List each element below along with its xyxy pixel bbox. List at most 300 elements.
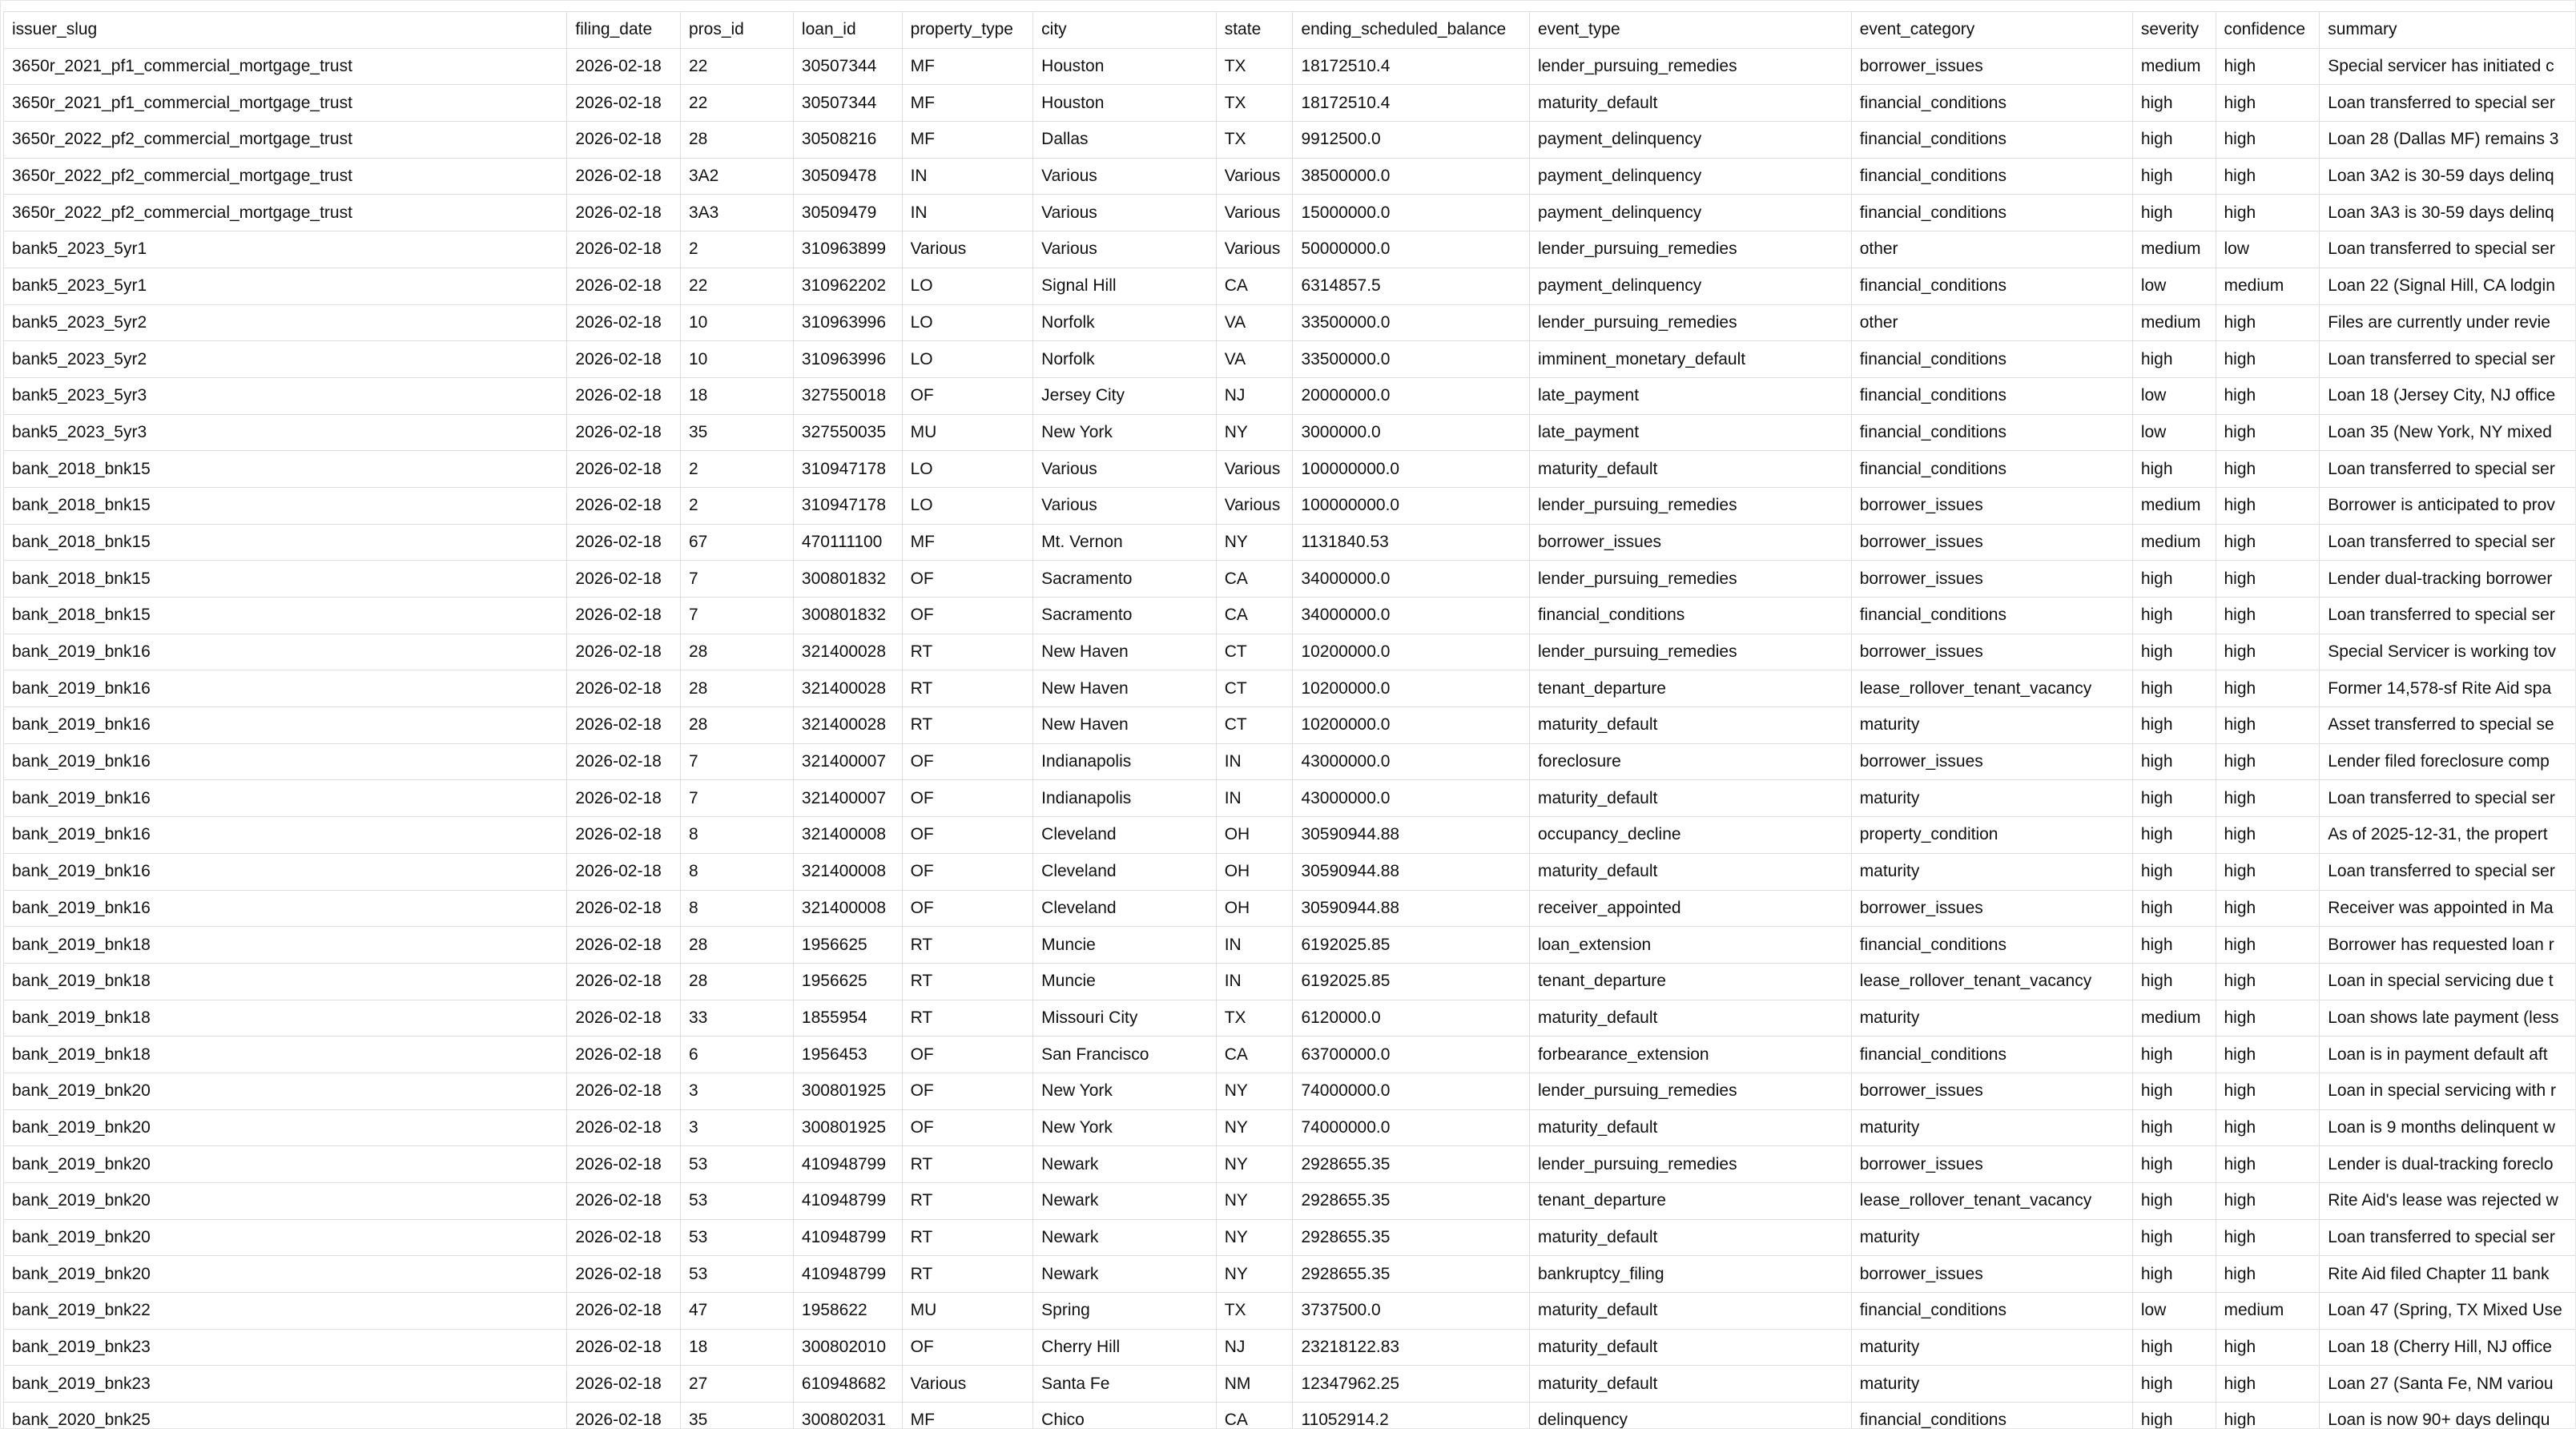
cell-event-category[interactable]: financial_conditions	[1851, 1037, 2132, 1073]
cell-event-category[interactable]: lease_rollover_tenant_vacancy	[1851, 963, 2132, 1000]
cell-event-type[interactable]: lender_pursuing_remedies	[1529, 48, 1851, 85]
cell-confidence[interactable]: high	[2216, 634, 2320, 670]
cell-state[interactable]: NY	[1216, 1219, 1293, 1256]
cell-severity[interactable]: high	[2132, 598, 2216, 634]
cell-issuer-slug[interactable]: bank_2019_bnk20	[4, 1219, 567, 1256]
cell-state[interactable]: Various	[1216, 195, 1293, 231]
cell-property-type[interactable]: RT	[902, 1256, 1033, 1293]
cell-ending-scheduled-balance[interactable]: 38500000.0	[1293, 158, 1530, 195]
cell-pros-id[interactable]: 35	[680, 414, 793, 451]
column-header-property-type[interactable]: property_type	[902, 12, 1033, 49]
cell-event-type[interactable]: lender_pursuing_remedies	[1529, 1073, 1851, 1109]
cell-confidence[interactable]: high	[2216, 1000, 2320, 1037]
table-row[interactable]	[4, 853, 2576, 890]
cell-state[interactable]: CT	[1216, 707, 1293, 744]
table-row[interactable]	[4, 1219, 2576, 1256]
cell-event-category[interactable]: borrower_issues	[1851, 561, 2132, 598]
cell-property-type[interactable]: RT	[902, 1000, 1033, 1037]
cell-pros-id[interactable]: 7	[680, 561, 793, 598]
cell-severity[interactable]: high	[2132, 634, 2216, 670]
cell-pros-id[interactable]: 2	[680, 451, 793, 488]
cell-ending-scheduled-balance[interactable]: 30590944.88	[1293, 853, 1530, 890]
cell-filing-date[interactable]: 2026-02-18	[567, 1219, 681, 1256]
cell-confidence[interactable]: high	[2216, 414, 2320, 451]
cell-severity[interactable]: high	[2132, 195, 2216, 231]
cell-filing-date[interactable]: 2026-02-18	[567, 890, 681, 927]
cell-event-category[interactable]: maturity	[1851, 853, 2132, 890]
cell-ending-scheduled-balance[interactable]: 63700000.0	[1293, 1037, 1530, 1073]
cell-issuer-slug[interactable]: bank_2019_bnk20	[4, 1183, 567, 1220]
cell-property-type[interactable]: Various	[902, 231, 1033, 268]
cell-loan-id[interactable]: 310962202	[793, 268, 902, 304]
cell-event-category[interactable]: other	[1851, 304, 2132, 341]
cell-issuer-slug[interactable]: bank_2019_bnk18	[4, 963, 567, 1000]
cell-event-category[interactable]: financial_conditions	[1851, 158, 2132, 195]
cell-event-category[interactable]: borrower_issues	[1851, 634, 2132, 670]
cell-confidence[interactable]: high	[2216, 1366, 2320, 1403]
cell-state[interactable]: NY	[1216, 1073, 1293, 1109]
cell-issuer-slug[interactable]: bank_2019_bnk16	[4, 743, 567, 780]
cell-ending-scheduled-balance[interactable]: 34000000.0	[1293, 561, 1530, 598]
cell-confidence[interactable]: high	[2216, 195, 2320, 231]
cell-summary[interactable]: Special servicer has initiated c	[2320, 48, 2576, 85]
cell-property-type[interactable]: RT	[902, 670, 1033, 707]
cell-pros-id[interactable]: 3	[680, 1109, 793, 1146]
cell-filing-date[interactable]: 2026-02-18	[567, 1329, 681, 1366]
cell-summary[interactable]: Lender dual-tracking borrower	[2320, 561, 2576, 598]
cell-event-category[interactable]: borrower_issues	[1851, 1146, 2132, 1183]
cell-state[interactable]: NJ	[1216, 1329, 1293, 1366]
cell-ending-scheduled-balance[interactable]: 33500000.0	[1293, 304, 1530, 341]
cell-ending-scheduled-balance[interactable]: 2928655.35	[1293, 1219, 1530, 1256]
cell-property-type[interactable]: OF	[902, 853, 1033, 890]
cell-pros-id[interactable]: 8	[680, 890, 793, 927]
cell-confidence[interactable]: high	[2216, 341, 2320, 378]
cell-property-type[interactable]: MU	[902, 414, 1033, 451]
cell-event-type[interactable]: maturity_default	[1529, 1219, 1851, 1256]
cell-summary[interactable]: Loan shows late payment (less	[2320, 1000, 2576, 1037]
cell-filing-date[interactable]: 2026-02-18	[567, 817, 681, 854]
column-header-issuer-slug[interactable]: issuer_slug	[4, 12, 567, 49]
cell-event-type[interactable]: maturity_default	[1529, 85, 1851, 122]
cell-issuer-slug[interactable]: 3650r_2022_pf2_commercial_mortgage_trust	[4, 195, 567, 231]
cell-loan-id[interactable]: 410948799	[793, 1256, 902, 1293]
cell-city[interactable]: Various	[1033, 487, 1217, 524]
cell-state[interactable]: TX	[1216, 1293, 1293, 1330]
cell-severity[interactable]: low	[2132, 414, 2216, 451]
cell-loan-id[interactable]: 321400008	[793, 817, 902, 854]
cell-state[interactable]: TX	[1216, 85, 1293, 122]
cell-severity[interactable]: high	[2132, 1146, 2216, 1183]
cell-pros-id[interactable]: 28	[680, 707, 793, 744]
cell-severity[interactable]: high	[2132, 1256, 2216, 1293]
cell-confidence[interactable]: high	[2216, 1329, 2320, 1366]
cell-severity[interactable]: high	[2132, 1329, 2216, 1366]
cell-pros-id[interactable]: 7	[680, 780, 793, 817]
cell-city[interactable]: Cherry Hill	[1033, 1329, 1217, 1366]
cell-ending-scheduled-balance[interactable]: 74000000.0	[1293, 1073, 1530, 1109]
cell-confidence[interactable]: high	[2216, 707, 2320, 744]
cell-issuer-slug[interactable]: bank_2019_bnk16	[4, 670, 567, 707]
cell-ending-scheduled-balance[interactable]: 2928655.35	[1293, 1146, 1530, 1183]
cell-event-category[interactable]: financial_conditions	[1851, 1293, 2132, 1330]
cell-ending-scheduled-balance[interactable]: 6192025.85	[1293, 927, 1530, 964]
cell-issuer-slug[interactable]: bank_2019_bnk18	[4, 1000, 567, 1037]
cell-loan-id[interactable]: 321400008	[793, 890, 902, 927]
cell-ending-scheduled-balance[interactable]: 2928655.35	[1293, 1183, 1530, 1220]
cell-loan-id[interactable]: 300801832	[793, 561, 902, 598]
cell-summary[interactable]: Loan transferred to special ser	[2320, 1219, 2576, 1256]
cell-confidence[interactable]: high	[2216, 780, 2320, 817]
cell-event-type[interactable]: tenant_departure	[1529, 963, 1851, 1000]
cell-city[interactable]: Cleveland	[1033, 853, 1217, 890]
cell-confidence[interactable]: high	[2216, 890, 2320, 927]
cell-ending-scheduled-balance[interactable]: 74000000.0	[1293, 1109, 1530, 1146]
cell-severity[interactable]: high	[2132, 670, 2216, 707]
cell-state[interactable]: IN	[1216, 963, 1293, 1000]
cell-loan-id[interactable]: 310947178	[793, 487, 902, 524]
cell-summary[interactable]: Loan is 9 months delinquent w	[2320, 1109, 2576, 1146]
cell-issuer-slug[interactable]: bank_2019_bnk16	[4, 780, 567, 817]
cell-summary[interactable]: Lender is dual-tracking foreclo	[2320, 1146, 2576, 1183]
table-row[interactable]	[4, 561, 2576, 598]
table-row[interactable]	[4, 341, 2576, 378]
cell-issuer-slug[interactable]: bank_2018_bnk15	[4, 524, 567, 561]
cell-summary[interactable]: Rite Aid filed Chapter 11 bank	[2320, 1256, 2576, 1293]
cell-event-type[interactable]: late_payment	[1529, 377, 1851, 414]
table-row[interactable]	[4, 598, 2576, 634]
cell-pros-id[interactable]: 33	[680, 1000, 793, 1037]
cell-filing-date[interactable]: 2026-02-18	[567, 377, 681, 414]
cell-issuer-slug[interactable]: bank_2018_bnk15	[4, 451, 567, 488]
cell-confidence[interactable]: medium	[2216, 1293, 2320, 1330]
cell-confidence[interactable]: high	[2216, 1256, 2320, 1293]
cell-severity[interactable]: medium	[2132, 1000, 2216, 1037]
cell-filing-date[interactable]: 2026-02-18	[567, 195, 681, 231]
table-row[interactable]	[4, 304, 2576, 341]
cell-state[interactable]: NY	[1216, 1183, 1293, 1220]
cell-pros-id[interactable]: 53	[680, 1219, 793, 1256]
cell-confidence[interactable]: high	[2216, 1146, 2320, 1183]
cell-filing-date[interactable]: 2026-02-18	[567, 85, 681, 122]
cell-loan-id[interactable]: 310963899	[793, 231, 902, 268]
cell-pros-id[interactable]: 7	[680, 598, 793, 634]
cell-severity[interactable]: medium	[2132, 231, 2216, 268]
table-row[interactable]	[4, 963, 2576, 1000]
cell-event-type[interactable]: imminent_monetary_default	[1529, 341, 1851, 378]
cell-filing-date[interactable]: 2026-02-18	[567, 927, 681, 964]
cell-filing-date[interactable]: 2026-02-18	[567, 1146, 681, 1183]
cell-city[interactable]: Various	[1033, 451, 1217, 488]
cell-state[interactable]: IN	[1216, 927, 1293, 964]
cell-severity[interactable]: high	[2132, 1037, 2216, 1073]
cell-city[interactable]: Indianapolis	[1033, 780, 1217, 817]
cell-city[interactable]: Various	[1033, 158, 1217, 195]
cell-issuer-slug[interactable]: bank_2019_bnk23	[4, 1366, 567, 1403]
cell-pros-id[interactable]: 28	[680, 963, 793, 1000]
cell-state[interactable]: NY	[1216, 1146, 1293, 1183]
cell-ending-scheduled-balance[interactable]: 100000000.0	[1293, 451, 1530, 488]
cell-event-type[interactable]: forbearance_extension	[1529, 1037, 1851, 1073]
cell-city[interactable]: Muncie	[1033, 963, 1217, 1000]
column-header-summary[interactable]: summary	[2320, 12, 2576, 49]
cell-city[interactable]: Dallas	[1033, 122, 1217, 159]
cell-summary[interactable]: Loan 28 (Dallas MF) remains 3	[2320, 122, 2576, 159]
cell-summary[interactable]: Loan transferred to special ser	[2320, 853, 2576, 890]
cell-severity[interactable]: high	[2132, 341, 2216, 378]
cell-filing-date[interactable]: 2026-02-18	[567, 487, 681, 524]
cell-summary[interactable]: Loan transferred to special ser	[2320, 451, 2576, 488]
cell-summary[interactable]: Loan 18 (Jersey City, NJ office	[2320, 377, 2576, 414]
cell-property-type[interactable]: RT	[902, 927, 1033, 964]
cell-pros-id[interactable]: 53	[680, 1183, 793, 1220]
cell-event-category[interactable]: lease_rollover_tenant_vacancy	[1851, 670, 2132, 707]
cell-ending-scheduled-balance[interactable]: 33500000.0	[1293, 341, 1530, 378]
cell-summary[interactable]: Loan is now 90+ days delinqu	[2320, 1403, 2576, 1429]
cell-filing-date[interactable]: 2026-02-18	[567, 1366, 681, 1403]
table-row[interactable]	[4, 377, 2576, 414]
cell-event-type[interactable]: lender_pursuing_remedies	[1529, 231, 1851, 268]
cell-loan-id[interactable]: 300802010	[793, 1329, 902, 1366]
cell-confidence[interactable]: high	[2216, 1219, 2320, 1256]
cell-loan-id[interactable]: 321400007	[793, 743, 902, 780]
cell-ending-scheduled-balance[interactable]: 15000000.0	[1293, 195, 1530, 231]
cell-event-category[interactable]: financial_conditions	[1851, 414, 2132, 451]
table-row[interactable]	[4, 231, 2576, 268]
cell-property-type[interactable]: IN	[902, 158, 1033, 195]
cell-issuer-slug[interactable]: bank_2019_bnk20	[4, 1256, 567, 1293]
cell-event-category[interactable]: borrower_issues	[1851, 1073, 2132, 1109]
cell-city[interactable]: Newark	[1033, 1219, 1217, 1256]
cell-summary[interactable]: Borrower has requested loan r	[2320, 927, 2576, 964]
cell-confidence[interactable]: high	[2216, 817, 2320, 854]
cell-event-category[interactable]: borrower_issues	[1851, 487, 2132, 524]
table-row[interactable]	[4, 414, 2576, 451]
table-row[interactable]	[4, 48, 2576, 85]
cell-loan-id[interactable]: 30509479	[793, 195, 902, 231]
cell-filing-date[interactable]: 2026-02-18	[567, 707, 681, 744]
cell-confidence[interactable]: high	[2216, 48, 2320, 85]
cell-pros-id[interactable]: 3	[680, 1073, 793, 1109]
cell-property-type[interactable]: OF	[902, 890, 1033, 927]
cell-ending-scheduled-balance[interactable]: 9912500.0	[1293, 122, 1530, 159]
cell-state[interactable]: TX	[1216, 122, 1293, 159]
cell-loan-id[interactable]: 30509478	[793, 158, 902, 195]
table-row[interactable]	[4, 670, 2576, 707]
cell-confidence[interactable]: low	[2216, 231, 2320, 268]
cell-ending-scheduled-balance[interactable]: 3000000.0	[1293, 414, 1530, 451]
table-row[interactable]	[4, 1293, 2576, 1330]
cell-property-type[interactable]: Various	[902, 1366, 1033, 1403]
cell-event-type[interactable]: foreclosure	[1529, 743, 1851, 780]
cell-filing-date[interactable]: 2026-02-18	[567, 122, 681, 159]
cell-ending-scheduled-balance[interactable]: 11052914.2	[1293, 1403, 1530, 1429]
table-row[interactable]	[4, 817, 2576, 854]
cell-ending-scheduled-balance[interactable]: 23218122.83	[1293, 1329, 1530, 1366]
cell-summary[interactable]: Loan transferred to special ser	[2320, 598, 2576, 634]
cell-loan-id[interactable]: 300801925	[793, 1073, 902, 1109]
cell-ending-scheduled-balance[interactable]: 43000000.0	[1293, 780, 1530, 817]
table-row[interactable]	[4, 743, 2576, 780]
cell-event-type[interactable]: payment_delinquency	[1529, 158, 1851, 195]
cell-confidence[interactable]: high	[2216, 1073, 2320, 1109]
cell-severity[interactable]: high	[2132, 561, 2216, 598]
cell-severity[interactable]: medium	[2132, 487, 2216, 524]
cell-city[interactable]: New Haven	[1033, 634, 1217, 670]
cell-pros-id[interactable]: 7	[680, 743, 793, 780]
cell-filing-date[interactable]: 2026-02-18	[567, 414, 681, 451]
table-row[interactable]	[4, 1146, 2576, 1183]
cell-state[interactable]: NY	[1216, 524, 1293, 561]
cell-issuer-slug[interactable]: bank5_2023_5yr3	[4, 414, 567, 451]
cell-summary[interactable]: Loan 3A2 is 30-59 days delinq	[2320, 158, 2576, 195]
column-header-ending-scheduled-balance[interactable]: ending_scheduled_balance	[1293, 12, 1530, 49]
cell-city[interactable]: Indianapolis	[1033, 743, 1217, 780]
cell-state[interactable]: Various	[1216, 451, 1293, 488]
cell-severity[interactable]: high	[2132, 963, 2216, 1000]
cell-property-type[interactable]: MF	[902, 122, 1033, 159]
cell-ending-scheduled-balance[interactable]: 6120000.0	[1293, 1000, 1530, 1037]
table-row[interactable]	[4, 524, 2576, 561]
cell-issuer-slug[interactable]: bank_2019_bnk16	[4, 707, 567, 744]
table-row[interactable]	[4, 1037, 2576, 1073]
cell-ending-scheduled-balance[interactable]: 12347962.25	[1293, 1366, 1530, 1403]
cell-state[interactable]: Various	[1216, 231, 1293, 268]
cell-severity[interactable]: high	[2132, 1403, 2216, 1429]
cell-property-type[interactable]: LO	[902, 304, 1033, 341]
cell-event-category[interactable]: financial_conditions	[1851, 377, 2132, 414]
cell-property-type[interactable]: OF	[902, 1109, 1033, 1146]
cell-event-category[interactable]: borrower_issues	[1851, 48, 2132, 85]
cell-pros-id[interactable]: 22	[680, 268, 793, 304]
cell-issuer-slug[interactable]: bank_2019_bnk20	[4, 1109, 567, 1146]
cell-confidence[interactable]: high	[2216, 377, 2320, 414]
cell-confidence[interactable]: high	[2216, 304, 2320, 341]
cell-city[interactable]: New York	[1033, 414, 1217, 451]
cell-summary[interactable]: As of 2025-12-31, the propert	[2320, 817, 2576, 854]
cell-loan-id[interactable]: 410948799	[793, 1146, 902, 1183]
column-header-city[interactable]: city	[1033, 12, 1217, 49]
cell-event-type[interactable]: financial_conditions	[1529, 598, 1851, 634]
cell-issuer-slug[interactable]: bank_2019_bnk16	[4, 853, 567, 890]
cell-pros-id[interactable]: 10	[680, 304, 793, 341]
column-header-filing-date[interactable]: filing_date	[567, 12, 681, 49]
cell-issuer-slug[interactable]: 3650r_2022_pf2_commercial_mortgage_trust	[4, 122, 567, 159]
cell-issuer-slug[interactable]: bank_2019_bnk18	[4, 927, 567, 964]
cell-city[interactable]: Houston	[1033, 48, 1217, 85]
cell-issuer-slug[interactable]: bank5_2023_5yr2	[4, 304, 567, 341]
column-header-confidence[interactable]: confidence	[2216, 12, 2320, 49]
cell-ending-scheduled-balance[interactable]: 3737500.0	[1293, 1293, 1530, 1330]
cell-event-type[interactable]: lender_pursuing_remedies	[1529, 634, 1851, 670]
cell-event-type[interactable]: loan_extension	[1529, 927, 1851, 964]
cell-loan-id[interactable]: 310963996	[793, 341, 902, 378]
cell-confidence[interactable]: high	[2216, 451, 2320, 488]
cell-pros-id[interactable]: 8	[680, 817, 793, 854]
cell-city[interactable]: New Haven	[1033, 670, 1217, 707]
cell-loan-id[interactable]: 30508216	[793, 122, 902, 159]
cell-city[interactable]: Various	[1033, 231, 1217, 268]
cell-city[interactable]: New Haven	[1033, 707, 1217, 744]
cell-ending-scheduled-balance[interactable]: 6192025.85	[1293, 963, 1530, 1000]
cell-ending-scheduled-balance[interactable]: 18172510.4	[1293, 85, 1530, 122]
cell-event-category[interactable]: borrower_issues	[1851, 524, 2132, 561]
cell-loan-id[interactable]: 1956625	[793, 927, 902, 964]
cell-property-type[interactable]: MF	[902, 1403, 1033, 1429]
cell-event-type[interactable]: maturity_default	[1529, 1109, 1851, 1146]
cell-issuer-slug[interactable]: bank_2018_bnk15	[4, 561, 567, 598]
cell-filing-date[interactable]: 2026-02-18	[567, 1183, 681, 1220]
cell-issuer-slug[interactable]: bank_2019_bnk16	[4, 817, 567, 854]
cell-state[interactable]: OH	[1216, 890, 1293, 927]
cell-event-category[interactable]: other	[1851, 231, 2132, 268]
cell-loan-id[interactable]: 410948799	[793, 1183, 902, 1220]
cell-issuer-slug[interactable]: bank5_2023_5yr2	[4, 341, 567, 378]
cell-pros-id[interactable]: 2	[680, 231, 793, 268]
cell-city[interactable]: Spring	[1033, 1293, 1217, 1330]
cell-property-type[interactable]: RT	[902, 1146, 1033, 1183]
cell-property-type[interactable]: OF	[902, 780, 1033, 817]
table-row[interactable]	[4, 1183, 2576, 1220]
cell-event-type[interactable]: maturity_default	[1529, 780, 1851, 817]
cell-event-type[interactable]: maturity_default	[1529, 707, 1851, 744]
cell-state[interactable]: CT	[1216, 634, 1293, 670]
cell-confidence[interactable]: high	[2216, 1037, 2320, 1073]
cell-city[interactable]: Norfolk	[1033, 341, 1217, 378]
table-row[interactable]	[4, 1329, 2576, 1366]
cell-summary[interactable]: Loan 22 (Signal Hill, CA lodgin	[2320, 268, 2576, 304]
cell-state[interactable]: NY	[1216, 1256, 1293, 1293]
cell-loan-id[interactable]: 321400028	[793, 670, 902, 707]
cell-state[interactable]: VA	[1216, 341, 1293, 378]
cell-summary[interactable]: Loan transferred to special ser	[2320, 524, 2576, 561]
cell-property-type[interactable]: LO	[902, 341, 1033, 378]
cell-property-type[interactable]: LO	[902, 487, 1033, 524]
cell-event-category[interactable]: maturity	[1851, 1109, 2132, 1146]
cell-event-type[interactable]: late_payment	[1529, 414, 1851, 451]
cell-filing-date[interactable]: 2026-02-18	[567, 231, 681, 268]
cell-pros-id[interactable]: 28	[680, 122, 793, 159]
cell-state[interactable]: NJ	[1216, 377, 1293, 414]
cell-issuer-slug[interactable]: bank_2018_bnk15	[4, 487, 567, 524]
cell-event-category[interactable]: financial_conditions	[1851, 122, 2132, 159]
cell-filing-date[interactable]: 2026-02-18	[567, 1293, 681, 1330]
cell-property-type[interactable]: LO	[902, 268, 1033, 304]
cell-pros-id[interactable]: 3A2	[680, 158, 793, 195]
column-header-severity[interactable]: severity	[2132, 12, 2216, 49]
cell-severity[interactable]: medium	[2132, 48, 2216, 85]
cell-issuer-slug[interactable]: 3650r_2021_pf1_commercial_mortgage_trust	[4, 48, 567, 85]
cell-summary[interactable]: Loan is in payment default aft	[2320, 1037, 2576, 1073]
cell-state[interactable]: CA	[1216, 561, 1293, 598]
cell-severity[interactable]: high	[2132, 1109, 2216, 1146]
cell-severity[interactable]: high	[2132, 1366, 2216, 1403]
cell-confidence[interactable]: high	[2216, 670, 2320, 707]
cell-summary[interactable]: Loan 27 (Santa Fe, NM variou	[2320, 1366, 2576, 1403]
cell-summary[interactable]: Loan transferred to special ser	[2320, 85, 2576, 122]
cell-city[interactable]: Cleveland	[1033, 890, 1217, 927]
cell-filing-date[interactable]: 2026-02-18	[567, 670, 681, 707]
cell-summary[interactable]: Rite Aid's lease was rejected w	[2320, 1183, 2576, 1220]
cell-ending-scheduled-balance[interactable]: 18172510.4	[1293, 48, 1530, 85]
cell-state[interactable]: OH	[1216, 817, 1293, 854]
cell-event-category[interactable]: financial_conditions	[1851, 927, 2132, 964]
cell-confidence[interactable]: medium	[2216, 268, 2320, 304]
cell-confidence[interactable]: high	[2216, 1183, 2320, 1220]
cell-event-type[interactable]: bankruptcy_filing	[1529, 1256, 1851, 1293]
column-header-state[interactable]: state	[1216, 12, 1293, 49]
cell-confidence[interactable]: high	[2216, 122, 2320, 159]
